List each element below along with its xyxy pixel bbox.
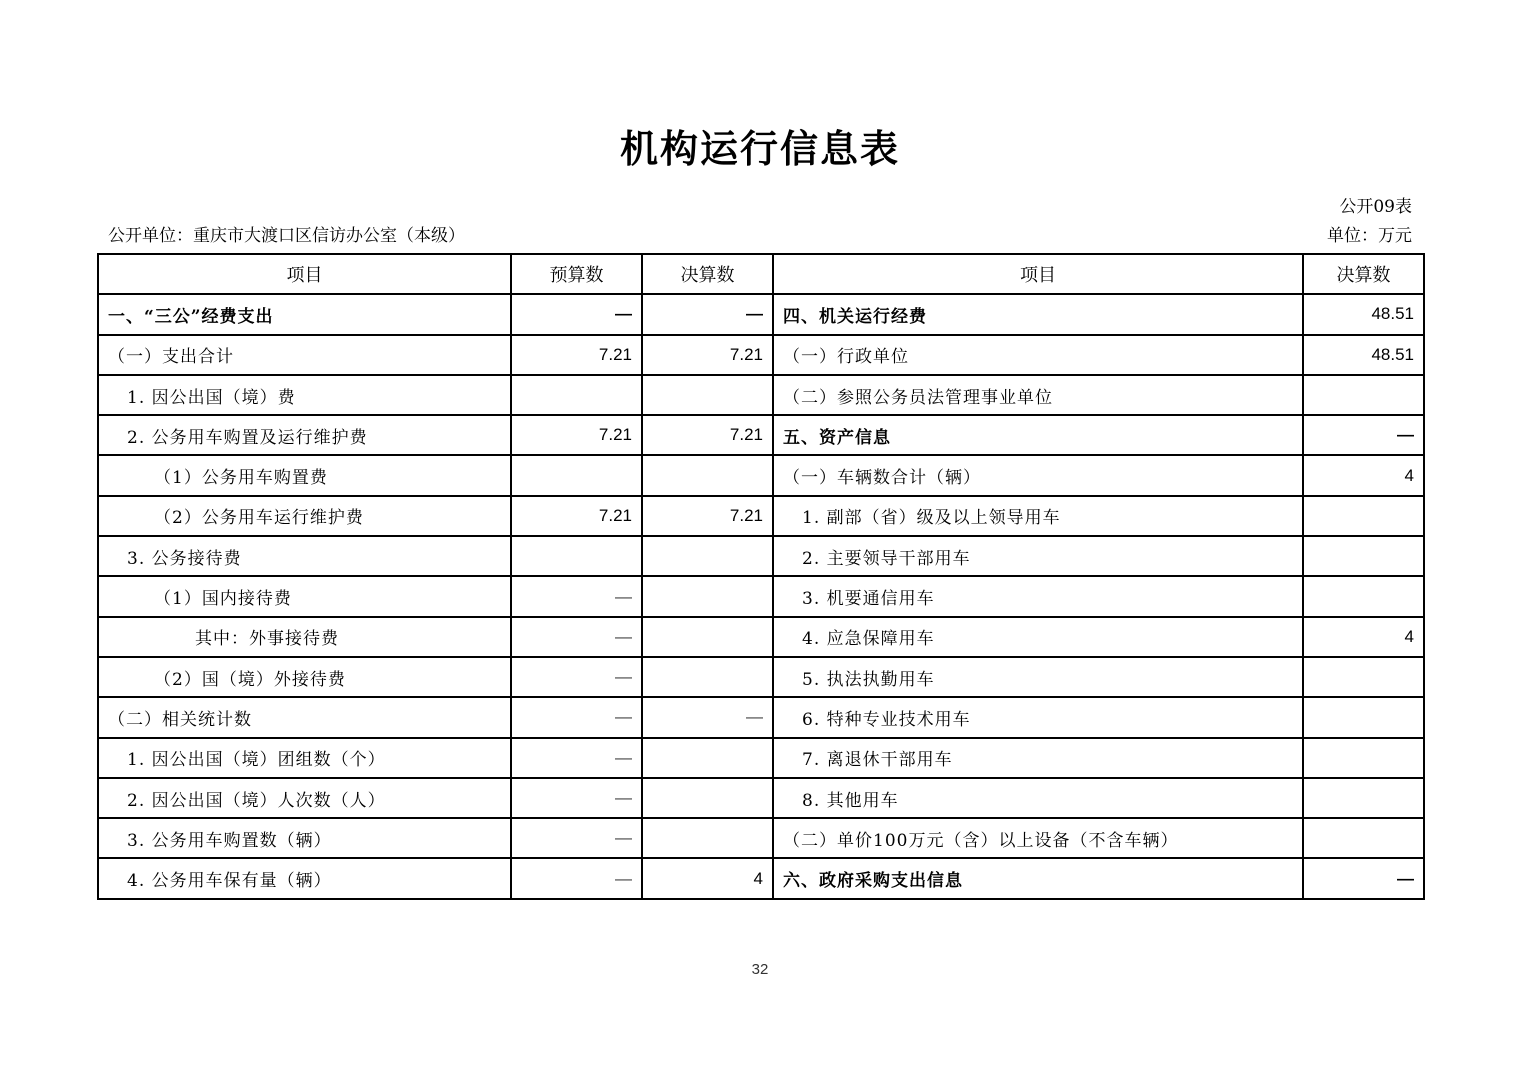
left-item-cell: （2）国（境）外接待费 xyxy=(98,657,511,697)
right-item-cell: 1. 副部（省）级及以上领导用车 xyxy=(773,496,1303,536)
budget-cell: — xyxy=(511,294,642,334)
right-final-cell: 4 xyxy=(1303,455,1424,495)
final-cell xyxy=(642,455,773,495)
right-item-cell: 四、机关运行经费 xyxy=(773,294,1303,334)
right-item-cell: 5. 执法执勤用车 xyxy=(773,657,1303,697)
table-row xyxy=(98,778,1424,818)
right-final-cell: — xyxy=(1303,858,1424,898)
right-item-cell: （一）行政单位 xyxy=(773,335,1303,375)
budget-cell: 7.21 xyxy=(511,335,642,375)
left-item-cell: 4. 公务用车保有量（辆） xyxy=(98,858,511,898)
right-item-cell: （二）单价100万元（含）以上设备（不含车辆） xyxy=(773,818,1303,858)
right-item-cell: 7. 离退休干部用车 xyxy=(773,738,1303,778)
final-cell: — xyxy=(642,697,773,737)
form-number: 公开09表 xyxy=(1339,197,1412,217)
table-row xyxy=(98,415,1424,455)
left-item-cell: （一）支出合计 xyxy=(98,335,511,375)
table-row xyxy=(98,496,1424,536)
page-title: 机构运行信息表 xyxy=(619,127,900,171)
header-budget: 预算数 xyxy=(511,254,642,294)
left-item-cell: 2. 公务用车购置及运行维护费 xyxy=(98,415,511,455)
right-final-cell: 4 xyxy=(1303,617,1424,657)
final-cell: — xyxy=(642,294,773,334)
table-row xyxy=(98,576,1424,616)
final-cell: 7.21 xyxy=(642,335,773,375)
right-final-cell xyxy=(1303,496,1424,536)
final-cell xyxy=(642,576,773,616)
final-cell: 4 xyxy=(642,858,773,898)
right-item-cell: 2. 主要领导干部用车 xyxy=(773,536,1303,576)
left-item-cell: 1. 因公出国（境）团组数（个） xyxy=(98,738,511,778)
budget-cell: — xyxy=(511,576,642,616)
header-final-right: 决算数 xyxy=(1303,254,1424,294)
right-item-cell: 五、资产信息 xyxy=(773,415,1303,455)
left-item-cell: 1. 因公出国（境）费 xyxy=(98,375,511,415)
final-cell xyxy=(642,657,773,697)
right-item-cell: 8. 其他用车 xyxy=(773,778,1303,818)
right-final-cell xyxy=(1303,375,1424,415)
table-row xyxy=(98,536,1424,576)
budget-cell: — xyxy=(511,697,642,737)
final-cell xyxy=(642,778,773,818)
right-final-cell: 48.51 xyxy=(1303,294,1424,334)
table-row xyxy=(98,818,1424,858)
final-cell xyxy=(642,375,773,415)
final-cell xyxy=(642,738,773,778)
budget-cell xyxy=(511,375,642,415)
budget-cell: — xyxy=(511,818,642,858)
header-item-left: 项目 xyxy=(98,254,511,294)
table-row xyxy=(98,375,1424,415)
left-item-cell: （1）国内接待费 xyxy=(98,576,511,616)
right-final-cell xyxy=(1303,818,1424,858)
right-final-cell xyxy=(1303,738,1424,778)
left-item-cell: 3. 公务用车购置数（辆） xyxy=(98,818,511,858)
right-final-cell xyxy=(1303,697,1424,737)
budget-cell xyxy=(511,455,642,495)
right-final-cell xyxy=(1303,657,1424,697)
left-item-cell: （2）公务用车运行维护费 xyxy=(98,496,511,536)
budget-cell: — xyxy=(511,778,642,818)
right-item-cell: 4. 应急保障用车 xyxy=(773,617,1303,657)
left-item-cell: （1）公务用车购置费 xyxy=(98,455,511,495)
right-final-cell: 48.51 xyxy=(1303,335,1424,375)
table-row xyxy=(98,657,1424,697)
left-item-cell: 2. 因公出国（境）人次数（人） xyxy=(98,778,511,818)
budget-cell: 7.21 xyxy=(511,496,642,536)
currency-unit: 单位：万元 xyxy=(1327,226,1412,246)
table-row xyxy=(98,617,1424,657)
budget-cell: 7.21 xyxy=(511,415,642,455)
final-cell: 7.21 xyxy=(642,496,773,536)
header-final: 决算数 xyxy=(642,254,773,294)
final-cell: 7.21 xyxy=(642,415,773,455)
budget-cell: — xyxy=(511,617,642,657)
header-item-right: 项目 xyxy=(773,254,1303,294)
right-final-cell xyxy=(1303,778,1424,818)
right-final-cell xyxy=(1303,536,1424,576)
budget-cell xyxy=(511,536,642,576)
budget-cell: — xyxy=(511,657,642,697)
right-item-cell: 6. 特种专业技术用车 xyxy=(773,697,1303,737)
left-item-cell: 其中：外事接待费 xyxy=(98,617,511,657)
right-item-cell: （一）车辆数合计（辆） xyxy=(773,455,1303,495)
table-row xyxy=(98,455,1424,495)
table-row xyxy=(98,294,1424,334)
budget-cell: — xyxy=(511,858,642,898)
reporting-unit: 公开单位：重庆市大渡口区信访办公室（本级） xyxy=(108,226,465,246)
left-item-cell: 一、“三公”经费支出 xyxy=(98,294,511,334)
budget-cell: — xyxy=(511,738,642,778)
right-final-cell xyxy=(1303,576,1424,616)
page-number: 32 xyxy=(751,961,769,978)
left-item-cell: （二）相关统计数 xyxy=(98,697,511,737)
table-row xyxy=(98,858,1424,898)
left-item-cell: 3. 公务接待费 xyxy=(98,536,511,576)
operations-info-table xyxy=(97,253,1425,900)
final-cell xyxy=(642,617,773,657)
table-row xyxy=(98,697,1424,737)
right-final-cell: — xyxy=(1303,415,1424,455)
final-cell xyxy=(642,536,773,576)
table-row xyxy=(98,335,1424,375)
final-cell xyxy=(642,818,773,858)
table-header-row xyxy=(98,254,1424,294)
right-item-cell: 六、政府采购支出信息 xyxy=(773,858,1303,898)
right-item-cell: （二）参照公务员法管理事业单位 xyxy=(773,375,1303,415)
table-row xyxy=(98,738,1424,778)
right-item-cell: 3. 机要通信用车 xyxy=(773,576,1303,616)
